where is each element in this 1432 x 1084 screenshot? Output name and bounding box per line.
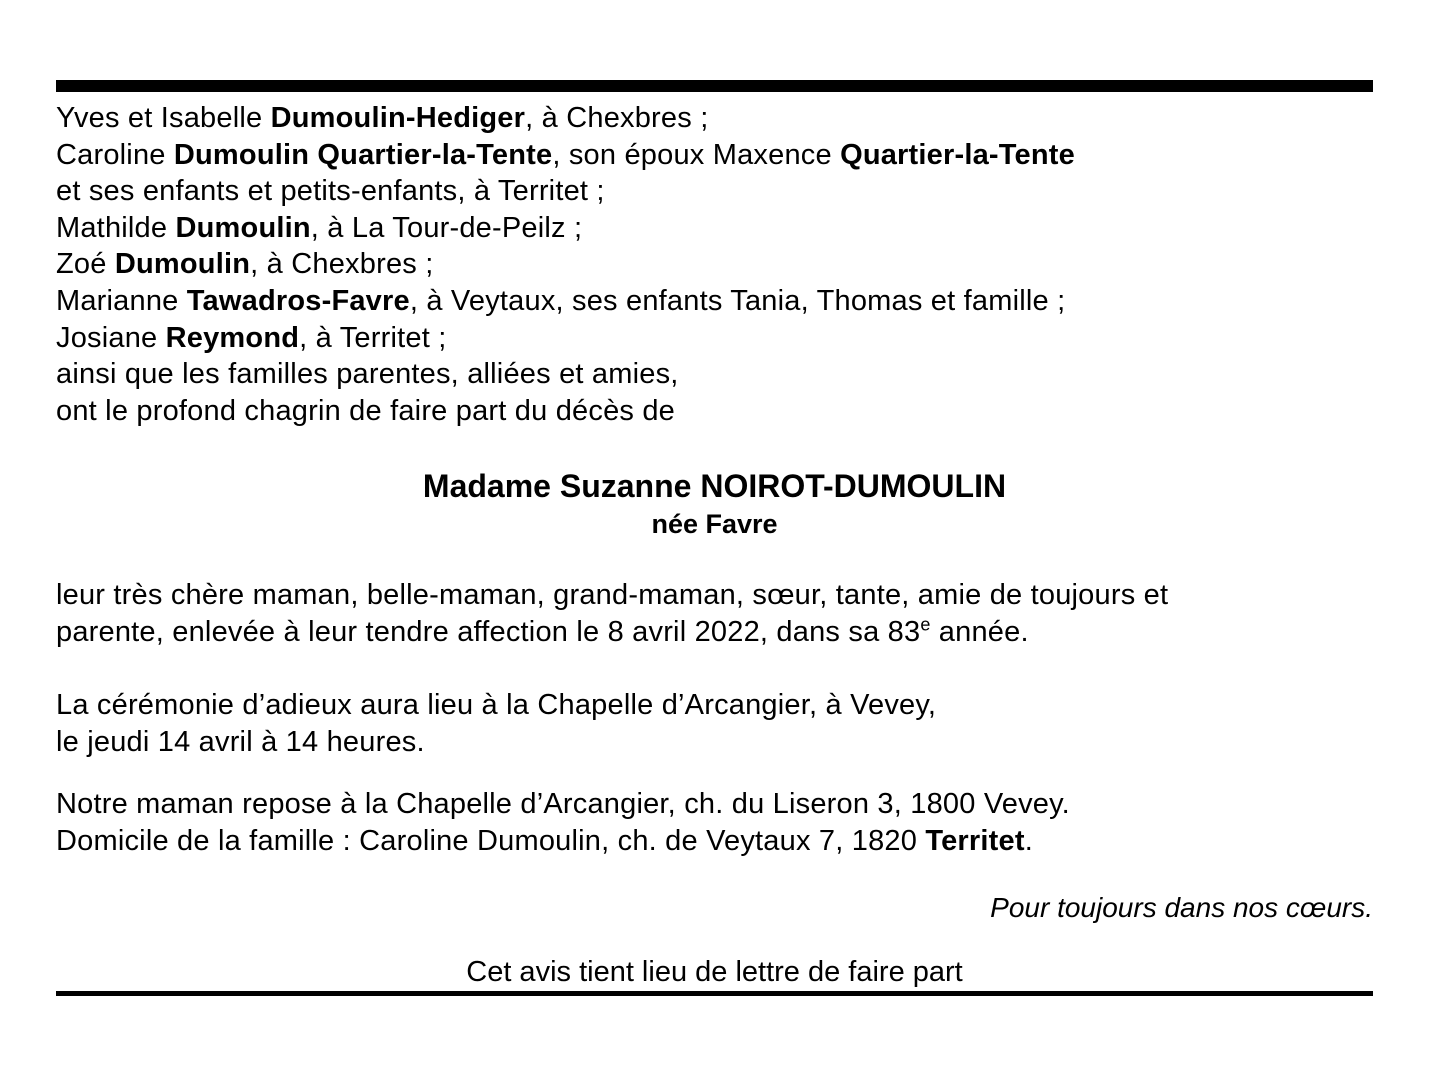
family-line-5-post: , à Chexbres ; — [250, 248, 434, 281]
motto-line: Pour toujours dans nos cœurs. — [990, 892, 1373, 924]
repose-line-2-pre: Domicile de la famille : Caroline Dumoulin, ch. de Veytaux 7, 1820 — [56, 825, 926, 858]
family-line-5-pre: Zoé — [56, 248, 115, 281]
family-line-2-name: Dumoulin Quartier-la-Tente — [173, 138, 553, 171]
notice-content — [56, 80, 1373, 991]
deceased-maiden-name: née Favre — [651, 509, 778, 540]
family-line-1-post: , à Chexbres ; — [525, 102, 709, 134]
repose-line-1: Notre maman repose à la Chapelle d’Arcangier, ch. du Liseron 3, 1800 Vevey. — [56, 788, 1070, 821]
family-line-3: et ses enfants et petits-enfants, à Territet ; — [56, 175, 605, 208]
footer-line: Cet avis tient lieu de lettre de faire part — [466, 956, 963, 989]
family-line-4-post: , à La Tour-de-Peilz ; — [310, 211, 583, 244]
family-line-7-post: , à Territet ; — [299, 321, 447, 354]
family-line-1 — [56, 100, 1373, 137]
family-line-1-pre: Yves et Isabelle — [56, 102, 271, 134]
ordinal-superscript: e — [920, 614, 931, 635]
tribute-line-2 — [56, 614, 1373, 651]
family-line-6-pre: Marianne — [56, 284, 187, 317]
family-line-8: ainsi que les familles parentes, alliées et amies, — [56, 358, 679, 391]
family-line-6-name: Tawadros-Favre — [186, 284, 410, 317]
tribute-line-2-pre: parente, enlevée à leur tendre affection le 8 avril 2022, dans sa 83 — [56, 616, 921, 649]
tribute-line-1: leur très chère maman, belle-maman, grand-maman, sœur, tante, amie de toujours et — [56, 579, 1169, 612]
repose-line-2 — [56, 823, 1373, 860]
family-line-9: ont le profond chagrin de faire part du décès de — [56, 394, 676, 427]
family-line-7 — [56, 320, 1373, 357]
family-line-7-name: Reymond — [165, 321, 300, 354]
family-line-2-name2: Quartier-la-Tente — [840, 138, 1075, 171]
family-line-2 — [56, 137, 1373, 174]
family-line-5 — [56, 246, 1373, 283]
tribute-paragraph — [56, 577, 1373, 651]
family-line-4 — [56, 210, 1373, 247]
repose-paragraph — [56, 786, 1373, 860]
top-rule — [56, 80, 1373, 92]
family-line-6 — [56, 283, 1373, 320]
family-line-4-pre: Mathilde — [56, 211, 176, 244]
ceremony-line-2: le jeudi 14 avril à 14 heures. — [56, 726, 425, 759]
ceremony-line-1: La cérémonie d’adieux aura lieu à la Chapelle d’Arcangier, à Vevey, — [56, 689, 937, 722]
family-line-1-name: Dumoulin-Hediger — [270, 102, 526, 134]
deceased-block — [56, 465, 1373, 541]
bottom-rule — [56, 991, 1373, 996]
repose-line-2-place: Territet — [925, 825, 1025, 858]
tribute-line-2-post: année. — [930, 616, 1029, 649]
family-line-6-post: , à Veytaux, ses enfants Tania, Thomas et famille ; — [409, 284, 1066, 317]
deceased-name: Madame Suzanne NOIROT-DUMOULIN — [422, 468, 1007, 505]
family-line-4-name: Dumoulin — [175, 211, 311, 244]
family-line-7-pre: Josiane — [56, 321, 166, 354]
family-line-5-name: Dumoulin — [114, 248, 251, 281]
family-list — [56, 100, 1373, 429]
repose-line-2-post: . — [1024, 825, 1033, 858]
ceremony-paragraph — [56, 687, 1373, 761]
family-line-2-mid: , son époux Maxence — [552, 138, 841, 171]
family-line-2-pre: Caroline — [56, 138, 174, 171]
